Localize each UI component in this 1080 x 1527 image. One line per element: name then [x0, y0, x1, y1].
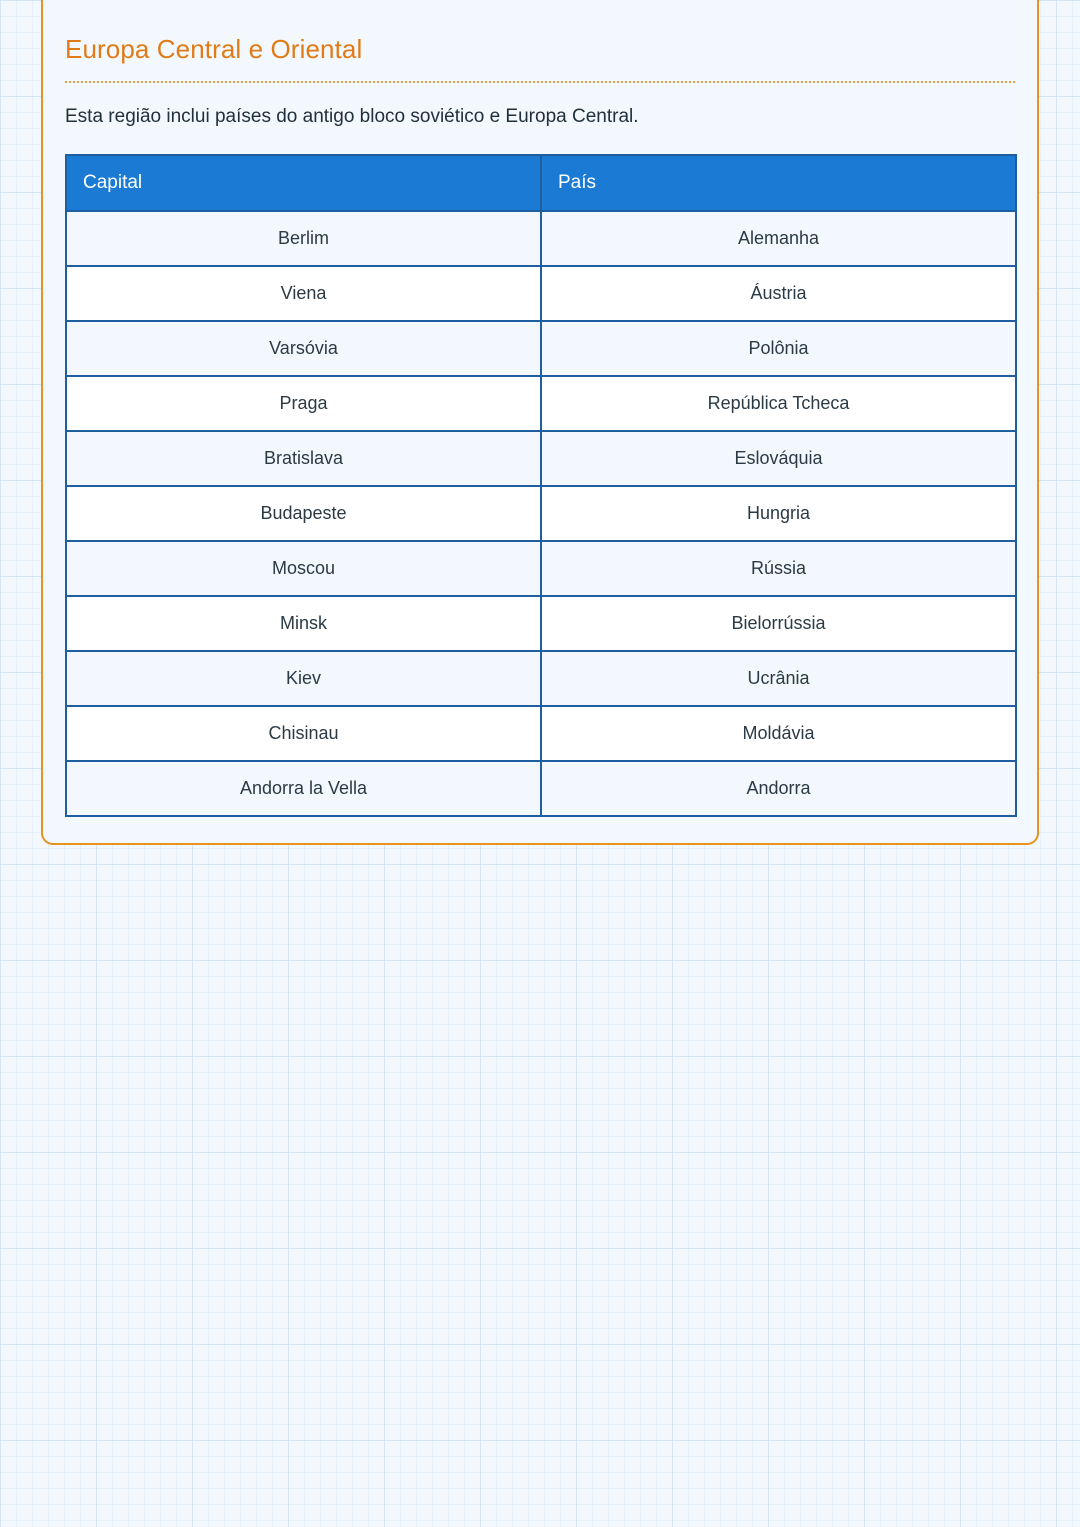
cell-capital: Moscou [66, 541, 541, 596]
table-row [66, 706, 1016, 761]
cell-capital: Minsk [66, 596, 541, 651]
cell-pais: Alemanha [541, 211, 1016, 266]
table-row [66, 431, 1016, 486]
table-row [66, 321, 1016, 376]
cell-capital: Andorra la Vella [66, 761, 541, 816]
table-row [66, 376, 1016, 431]
cell-capital: Chisinau [66, 706, 541, 761]
region-card [41, 0, 1039, 845]
cell-capital: Varsóvia [66, 321, 541, 376]
cell-pais: Áustria [541, 266, 1016, 321]
table-row [66, 211, 1016, 266]
cell-capital: Viena [66, 266, 541, 321]
table-body [66, 211, 1016, 816]
cell-capital: Bratislava [66, 431, 541, 486]
cell-pais: Eslováquia [541, 431, 1016, 486]
table-row [66, 541, 1016, 596]
region-description: Esta região inclui países do antigo bloco soviético e Europa Central. [65, 106, 639, 127]
capitals-table [65, 154, 1017, 817]
cell-pais: Ucrânia [541, 651, 1016, 706]
cell-pais: Polônia [541, 321, 1016, 376]
cell-capital: Kiev [66, 651, 541, 706]
cell-pais: Hungria [541, 486, 1016, 541]
page-title: Europa Central e Oriental [65, 34, 1015, 83]
cell-pais: Andorra [541, 761, 1016, 816]
cell-pais: República Tcheca [541, 376, 1016, 431]
cell-pais: Bielorrússia [541, 596, 1016, 651]
table-header-row [66, 155, 1016, 211]
cell-capital: Budapeste [66, 486, 541, 541]
cell-pais: Moldávia [541, 706, 1016, 761]
table-row [66, 651, 1016, 706]
cell-capital: Praga [66, 376, 541, 431]
table-row [66, 486, 1016, 541]
cell-pais: Rússia [541, 541, 1016, 596]
column-header-pais: País [541, 155, 1016, 211]
cell-capital: Berlim [66, 211, 541, 266]
column-header-capital: Capital [66, 155, 541, 211]
table-row [66, 761, 1016, 816]
table-row [66, 266, 1016, 321]
table-head [66, 155, 1016, 211]
table-row [66, 596, 1016, 651]
